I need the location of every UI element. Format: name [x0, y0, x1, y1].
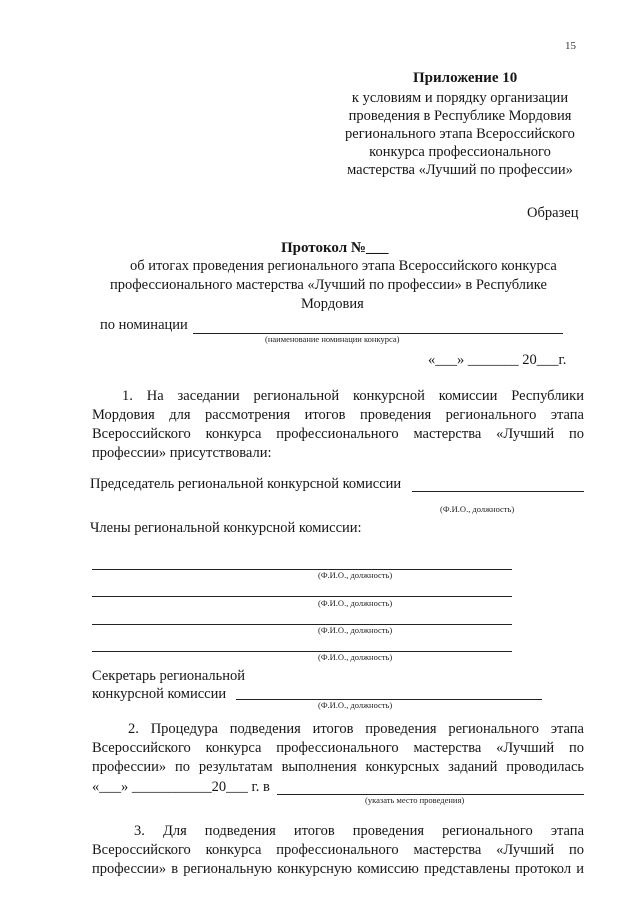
section3-line: 3. Для подведения итогов проведения регионального этапа — [134, 823, 584, 839]
section2-line: Всероссийского конкурса профессионального мастерства «Лучший по — [92, 740, 584, 756]
protocol-subtitle-line: Мордовия — [301, 296, 364, 312]
secretary-label: конкурсной комиссии — [92, 686, 227, 702]
member-blank-3[interactable] — [92, 624, 512, 625]
page-number: 15 — [565, 40, 576, 52]
section1-line: 1. На заседании региональной конкурсной комиссии Республики — [122, 388, 584, 404]
members-label: Члены региональной конкурсной комиссии: — [90, 520, 362, 536]
appendix-line: мастерства «Лучший по профессии» — [347, 162, 573, 178]
nomination-caption: (наименование номинации конкурса) — [265, 334, 400, 344]
protocol-subtitle-line: об итогах проведения регионального этапа Всероссийского конкурса — [130, 258, 557, 274]
protocol-title: Протокол №___ — [281, 240, 389, 256]
section2-line: 2. Процедура подведения итогов проведения регионального этапа — [128, 721, 584, 737]
protocol-date: «___» _______ 20___г. — [428, 352, 567, 368]
chair-blank[interactable] — [412, 491, 584, 492]
section2-date-place: «___» ___________20___ г. в — [92, 779, 270, 795]
fio-caption: (Ф.И.О., должность) — [318, 652, 393, 662]
fio-caption: (Ф.И.О., должность) — [440, 504, 515, 514]
appendix-title: Приложение 10 — [413, 70, 518, 86]
section1-line: профессии» присутствовали: — [92, 445, 272, 461]
fio-caption: (Ф.И.О., должность) — [318, 625, 393, 635]
sample-label: Образец — [527, 205, 579, 221]
chair-label: Председатель региональной конкурсной комиссии — [90, 476, 402, 492]
section2-line: профессии» по результатам выполнения конкурсных заданий проводилась — [92, 759, 584, 775]
nomination-label: по номинации — [100, 317, 188, 333]
section3-line: Всероссийского конкурса профессионального мастерства «Лучший по — [92, 842, 584, 858]
member-blank-4[interactable] — [92, 651, 512, 652]
appendix-line: к условиям и порядку организации — [351, 90, 569, 106]
member-blank-2[interactable] — [92, 596, 512, 597]
section1-line: Мордовия для рассмотрения итогов проведения регионального этапа — [92, 407, 584, 423]
fio-caption: (Ф.И.О., должность) — [318, 598, 393, 608]
section3-line: профессии» в региональную конкурсную комиссию представлены протокол и — [92, 861, 584, 877]
section1-line: Всероссийского конкурса профессионального мастерства «Лучший по — [92, 426, 584, 442]
fio-caption: (Ф.И.О., должность) — [318, 700, 393, 710]
fio-caption: (Ф.И.О., должность) — [318, 570, 393, 580]
member-blank-1[interactable] — [92, 569, 512, 570]
protocol-subtitle-line: профессионального мастерства «Лучший по профессии» в Республике — [110, 277, 547, 293]
place-caption: (указать место проведения) — [365, 795, 465, 805]
appendix-line: регионального этапа Всероссийского — [345, 126, 575, 142]
secretary-label: Секретарь региональной — [92, 668, 246, 684]
appendix-line: проведения в Республике Мордовия — [348, 108, 572, 124]
appendix-line: конкурса профессионального — [369, 144, 551, 160]
